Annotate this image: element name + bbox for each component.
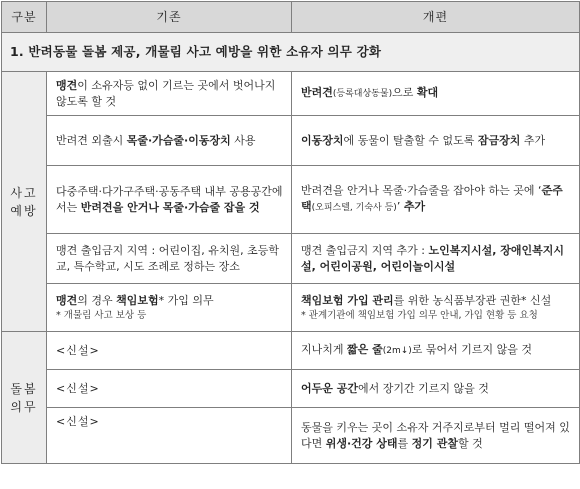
header-revised: 개편	[292, 2, 580, 33]
existing-cell: <신설>	[47, 370, 292, 408]
existing-footnote: * 개물림 사고 보상 등	[56, 309, 147, 321]
table-row	[2, 370, 580, 408]
emphasis-text: 준주택	[301, 184, 563, 213]
category-line: 예방	[10, 203, 38, 218]
body-text: 동물을 키우는 곳이 소유자 거주지로부터 멀리 떨어져 있다면	[301, 420, 570, 450]
section-row	[2, 33, 580, 72]
header-existing: 기존	[47, 2, 292, 33]
body-text: 로 묶어서 기르지 않을 것	[411, 343, 533, 356]
revised-cell	[292, 234, 580, 284]
body-text: 를 위한 농식품부장관 권한* 신설	[393, 293, 552, 307]
body-text: 에서 장기간 기르지 않을 것	[357, 381, 489, 395]
body-text: 반려견 외출시	[56, 133, 127, 147]
body-text: 으로	[392, 86, 417, 99]
body-text: ’	[396, 200, 404, 213]
emphasis-text: 이동장치	[301, 133, 344, 147]
emphasis-text: 목줄·가슴줄·이동장치	[126, 133, 231, 147]
emphasis-text: 확대	[416, 86, 439, 99]
header-category: 구분	[2, 2, 47, 33]
revised-cell	[292, 370, 580, 408]
existing-cell	[47, 72, 292, 116]
revised-cell	[292, 332, 580, 370]
header-row	[2, 2, 580, 33]
category-line: 돌봄	[10, 381, 38, 396]
emphasis-text: 어두운 공간	[301, 381, 358, 395]
category-accident-prevention	[2, 72, 47, 332]
existing-cell: <신설>	[47, 332, 292, 370]
body-text: 맹견 출입금지 지역 추가 :	[301, 243, 429, 257]
emphasis-text: 책임보험	[116, 293, 159, 307]
revised-cell	[292, 166, 580, 234]
revised-cell	[292, 72, 580, 116]
body-text: * 가입 의무	[158, 293, 214, 307]
existing-cell	[47, 234, 292, 284]
emphasis-text: 노인복지시설, 장애인복지시설, 어린이공원, 어린이놀이시설	[301, 243, 564, 273]
category-line: 의무	[10, 399, 38, 414]
body-text: 사용	[230, 133, 256, 147]
emphasis-text: 위생·건강 상태	[325, 436, 398, 450]
table-row	[2, 284, 580, 332]
emphasis-text: 반려견을 안거나 목줄·가슴줄 잡을 것	[80, 200, 260, 214]
existing-text	[56, 293, 285, 309]
table-row	[2, 166, 580, 234]
body-text: 의 경우	[77, 293, 117, 307]
emphasis-text: 정기 관찰	[411, 436, 458, 450]
body-text: 다중주택·다가구주택·공동주택 내부 공용공간에서는	[56, 184, 283, 214]
table-row	[2, 116, 580, 166]
body-text: 이 소유자등 없이 기르는 곳에서 벗어나지 않도록 할 것	[56, 78, 276, 108]
table-row	[2, 332, 580, 370]
body-text: 반려견을 안거나 목줄·가슴줄을 잡아야 하는 곳에 ‘	[301, 184, 542, 197]
emphasis-text: 추가	[403, 200, 426, 213]
revised-text	[301, 293, 573, 309]
body-text: 할 것	[457, 436, 483, 450]
emphasis-text: 책임보험 가입 관리	[301, 293, 394, 307]
existing-cell	[47, 166, 292, 234]
body-text: 맹견 출입금지 지역 : 어린이집, 유치원, 초등학교, 특수학교, 시도 조례로 정하는 장소	[56, 243, 279, 273]
revised-cell	[292, 408, 580, 464]
category-care-duty	[2, 332, 47, 464]
small-text: (2m↓)	[382, 346, 412, 356]
body-text: 를	[397, 436, 412, 450]
revised-cell	[292, 284, 580, 332]
existing-cell	[47, 284, 292, 332]
emphasis-text: 반려견	[301, 86, 333, 99]
small-text: (등록대상동물)	[332, 89, 393, 99]
table-row	[2, 234, 580, 284]
category-line: 사고	[10, 185, 38, 200]
emphasis-text: 잠금장치	[477, 133, 521, 147]
existing-cell: <신설>	[47, 408, 292, 464]
emphasis-text: 짧은 줄	[347, 343, 383, 356]
revised-footnote: * 관계기관에 책임보험 가입 의무 안내, 가입 현황 등 요청	[301, 309, 538, 321]
small-text: (오피스텔, 기숙사 등)	[311, 203, 397, 213]
emphasis-text: 맹견	[56, 293, 78, 307]
body-text: 에 동물이 탈출할 수 없도록	[343, 133, 478, 147]
section-title: 1. 반려동물 돌봄 제공, 개물림 사고 예방을 위한 소유자 의무 강화	[2, 33, 580, 72]
body-text: 추가	[520, 133, 546, 147]
policy-comparison-table	[1, 1, 580, 464]
existing-cell	[47, 116, 292, 166]
table-row	[2, 72, 580, 116]
emphasis-text: 맹견	[56, 78, 78, 92]
body-text: 지나치게	[301, 343, 348, 356]
table-row	[2, 408, 580, 464]
revised-cell	[292, 116, 580, 166]
